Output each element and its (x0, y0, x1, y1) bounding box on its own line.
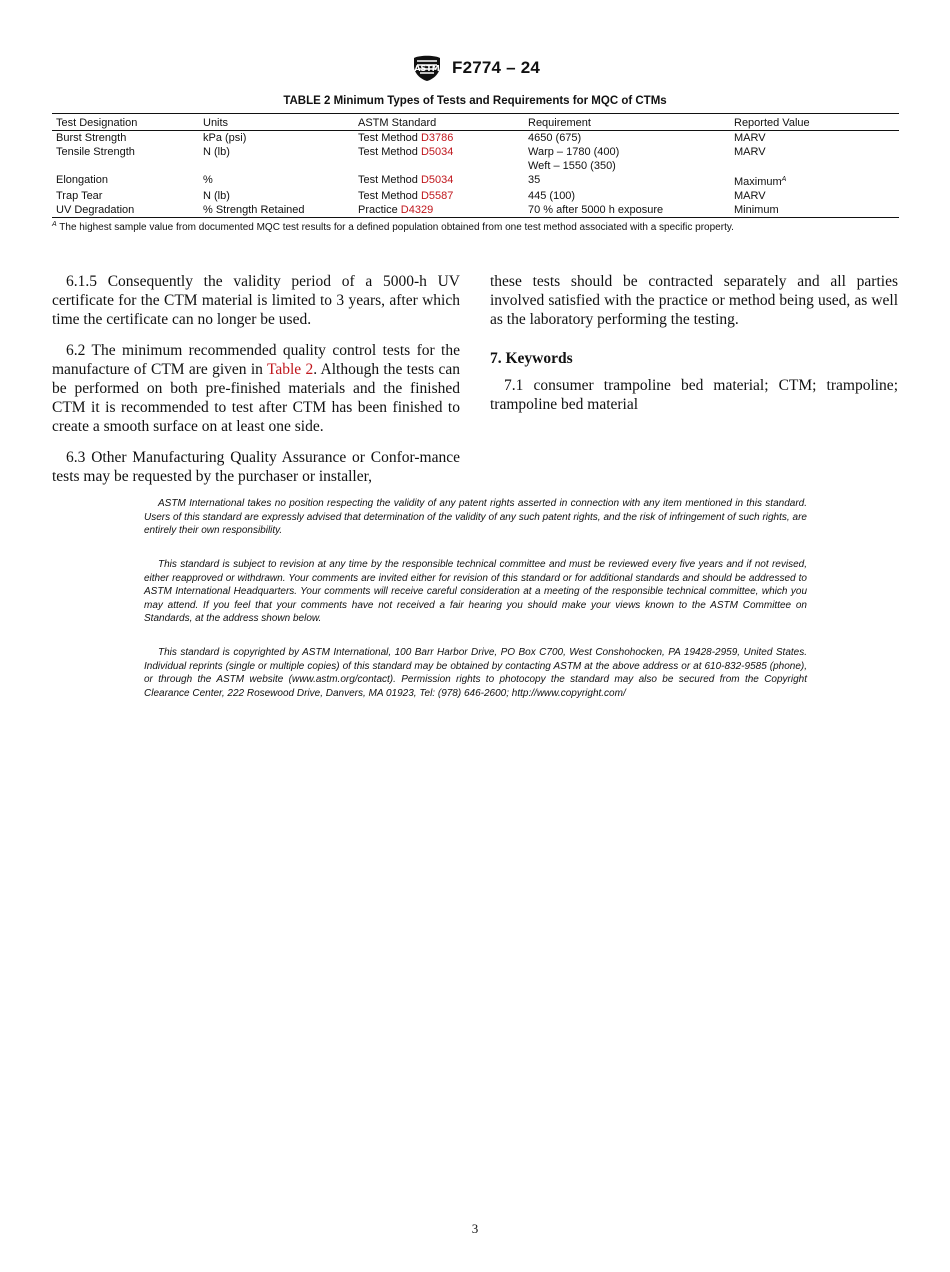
section-heading-keywords: 7. Keywords (490, 350, 573, 367)
table-row (52, 203, 899, 218)
reported-value-cell: MARV (734, 132, 766, 144)
requirement-cell: 445 (100) (528, 190, 576, 202)
requirement-cell (524, 145, 730, 173)
reported-value-cell: MARV (734, 190, 766, 202)
test-designation-cell: UV Degradation (56, 204, 135, 216)
column-header: ASTM Standard (358, 116, 437, 129)
standard-designation: F2774 – 24 (451, 58, 540, 77)
standard-link[interactable]: D4329 (400, 204, 434, 216)
reported-value-cell (730, 173, 899, 189)
paragraph-7-1: 7.1 consumer trampoline bed material; CTM; trampoline; trampoline bed material (490, 377, 898, 413)
standard-prefix: Test Method (358, 132, 421, 144)
standard-link[interactable]: D5034 (420, 174, 454, 186)
units-cell: N (lb) (203, 146, 230, 158)
standard-cell (354, 131, 524, 146)
requirement-warp: Warp – 1780 (400) (528, 146, 620, 158)
table-header-row (52, 114, 899, 131)
copyright-notice: This standard is copyrighted by ASTM International, 100 Barr Harbor Drive, PO Box C700, West Conshohocken, PA 19428-2959, United States. Individual reprints (single or multiple copies) of this standard may be obtained by contacting ASTM at the above address or at 610-832-9585 (phone), or through the ASTM website (www.astm.org/contact). Permission rights to photocopy the standard may also be secured from the Copyright Clearance Center, 222 Rosewood Drive, Danvers, MA 01923, Tel: (978) 646-2600; http://www.copyright.com/ (144, 647, 807, 699)
requirement-cell: 70 % after 5000 h exposure (528, 204, 664, 216)
table-title: TABLE 2 Minimum Types of Tests and Requirements for MQC of CTMs (283, 95, 667, 107)
standard-cell (354, 145, 524, 173)
test-designation-cell: Trap Tear (56, 190, 103, 202)
svg-text:ASTM: ASTM (414, 64, 440, 73)
standard-cell (354, 203, 524, 218)
column-header: Requirement (528, 116, 591, 129)
table-footnote (52, 221, 898, 233)
test-designation-cell: Burst Strength (56, 132, 127, 144)
requirement-cell: 4650 (675) (528, 132, 582, 144)
column-header: Reported Value (734, 116, 810, 129)
page-number: 3 (471, 1221, 479, 1236)
standard-prefix: Practice (358, 204, 401, 216)
table-row (52, 173, 899, 189)
left-column (52, 272, 460, 498)
right-column (490, 272, 898, 426)
page-header (0, 52, 950, 84)
test-designation-cell: Tensile Strength (56, 146, 135, 158)
column-header: Units (203, 116, 229, 129)
footnote-text: The highest sample value from documented MQC test results for a defined population obtained from one test method associated with a specific property. (56, 222, 734, 233)
table-2-link[interactable]: Table 2 (266, 361, 314, 378)
paragraph-6-2 (52, 341, 460, 436)
footnote-marker: A (52, 221, 57, 228)
footnote-marker: A (781, 176, 787, 183)
paragraph-6-3: 6.3 Other Manufacturing Quality Assurance or Confor-mance tests may be requested by the purchaser or installer, (52, 449, 460, 485)
standard-link[interactable]: D5034 (420, 146, 454, 158)
standard-prefix: Test Method (358, 146, 421, 158)
reported-value-cell: MARV (734, 146, 766, 158)
units-cell: kPa (psi) (203, 132, 247, 144)
standard-link[interactable]: D5587 (420, 190, 454, 202)
units-cell: % Strength Retained (203, 204, 305, 216)
paragraph-6-1-5: 6.1.5 Consequently the validity period of a 5000-h UV certificate for the CTM material is limited to 3 years, after which time the certificate can no longer be used. (52, 273, 460, 328)
requirement-cell: 35 (528, 174, 541, 186)
column-header: Test Designation (56, 116, 138, 129)
paragraph-text: . Although the tests can be performed on both pre-finished materials and the finished CTM it is recommended to test after CTM has been finished to create a smooth surface on at least one side. (52, 361, 461, 435)
requirement-weft: Weft – 1550 (350) (528, 160, 616, 172)
table-row (52, 131, 899, 146)
units-cell: N (lb) (203, 190, 230, 202)
table-row (52, 189, 899, 203)
standard-cell (354, 173, 524, 189)
revision-notice: This standard is subject to revision at any time by the responsible technical committee and must be reviewed every five years and if not revised, either reapproved or withdrawn. Your comments are invited either for revision of this standard or for additional standards and should be addressed to ASTM International Headquarters. Your comments will receive careful consideration at a meeting of the responsible technical committee, which you may attend. If you feel that your comments have not received a fair hearing you should make your views known to the ASTM Committee on Standards, at the address shown below. (144, 559, 807, 625)
units-cell: % (203, 174, 213, 186)
astm-logo-icon (410, 53, 444, 83)
test-designation-cell: Elongation (56, 174, 108, 186)
standard-link[interactable]: D3786 (420, 132, 454, 144)
reported-value-text: Maximum (734, 176, 782, 188)
standard-prefix: Test Method (358, 190, 421, 202)
paragraph-6-3-continued: these tests should be contracted separately and all parties involved satisfied with the practice or method being used, as well as the laboratory performing the testing. (490, 273, 898, 328)
standard-cell (354, 189, 524, 203)
paragraph-text: 6.2 The minimum recommended quality control tests for the manufacture of CTM are given in (52, 342, 460, 378)
requirements-table (52, 113, 899, 218)
patent-notice: ASTM International takes no position respecting the validity of any patent rights asserted in connection with any item mentioned in this standard. Users of this standard are expressly advised that determination of the validity of any such patent rights, and the risk of infringement of such rights, are entirely their own responsibility. (144, 498, 807, 537)
standard-prefix: Test Method (358, 174, 421, 186)
table-row (52, 145, 899, 173)
reported-value-cell: Minimum (734, 204, 779, 216)
